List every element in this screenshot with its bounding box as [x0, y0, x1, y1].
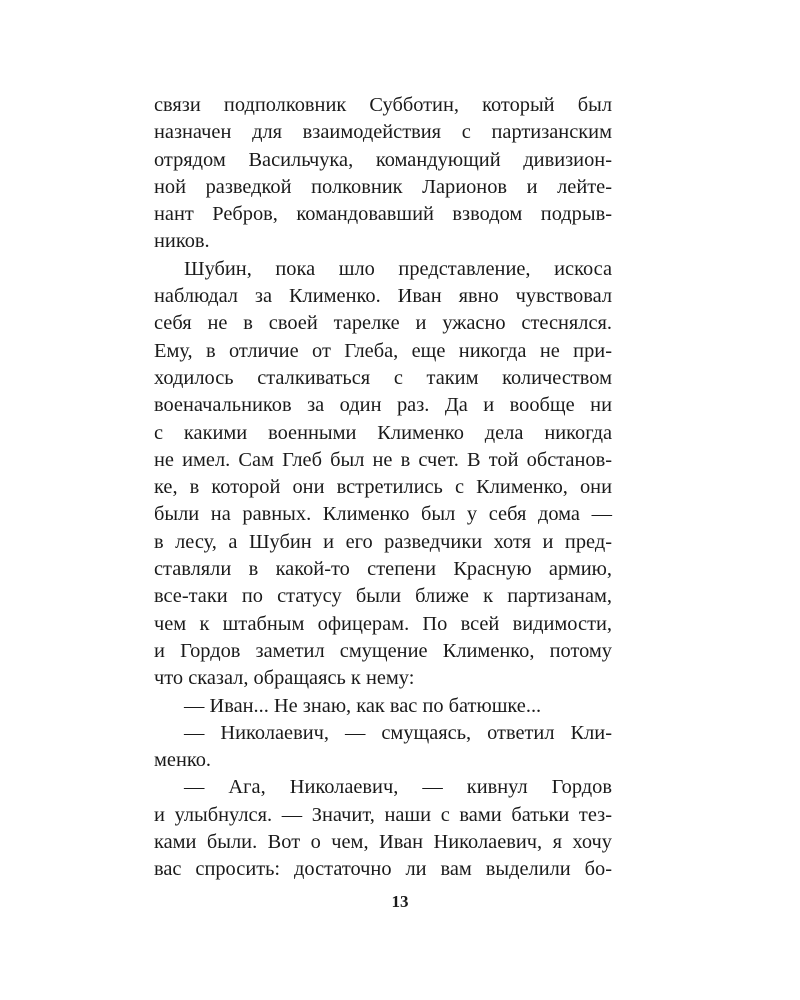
- text-line: ставляли в какой-то степени Красную армию,: [154, 558, 612, 581]
- text-line: — Иван... Не знаю, как вас по батюшке...: [184, 694, 542, 717]
- text-line: ной разведкой полковник Ларионов и лейте-: [154, 175, 612, 198]
- text-line: назначен для взаимодействия с партизанским: [154, 121, 612, 144]
- text-line: и улыбнулся. — Значит, наши с вами батьки тез-: [154, 803, 612, 826]
- text-line: менко.: [154, 749, 212, 772]
- text-line: отрядом Васильчука, командующий дивизион-: [154, 148, 612, 171]
- text-line: — Ага, Николаевич, — кивнул Гордов: [184, 776, 612, 799]
- text-line: в лесу, а Шубин и его разведчики хотя и пред-: [154, 530, 612, 553]
- text-line: что сказал, обращаясь к нему:: [154, 667, 415, 690]
- text-line: военачальников за один раз. Да и вообще ни: [154, 394, 612, 417]
- text-line: с какими военными Клименко дела никогда: [154, 421, 612, 444]
- text-line: нант Ребров, командовавший взводом подрыв-: [154, 203, 612, 226]
- page-text: [154, 92, 612, 884]
- page-number: 13: [391, 892, 409, 911]
- text-line: все-таки по статусу были ближе к партизанам,: [154, 585, 612, 608]
- text-line: были на равных. Клименко был у себя дома —: [154, 503, 612, 526]
- text-line: и Гордов заметил смущение Клименко, потому: [154, 639, 612, 662]
- text-line: Шубин, пока шло представление, искоса: [184, 257, 612, 280]
- text-line: наблюдал за Клименко. Иван явно чувствовал: [154, 285, 612, 308]
- text-line: связи подполковник Субботин, который был: [154, 94, 612, 116]
- text-line: ходилось сталкиваться с таким количеством: [154, 366, 612, 389]
- text-line: вас спросить: достаточно ли вам выделили бо-: [154, 858, 612, 881]
- text-line: не имел. Сам Глеб был не в счет. В той обстанов-: [154, 448, 612, 471]
- text-line: чем к штабным офицерам. По всей видимости,: [154, 612, 612, 635]
- text-line: себя не в своей тарелке и ужасно стеснялся.: [154, 312, 612, 335]
- text-line: ников.: [154, 230, 210, 253]
- text-line: ке, в которой они встретились с Клименко, они: [154, 476, 612, 499]
- text-line: Ему, в отличие от Глеба, еще никогда не при-: [154, 339, 612, 362]
- text-line: ками были. Вот о чем, Иван Николаевич, я хочу: [154, 831, 612, 854]
- text-line: — Николаевич, — смущаясь, ответил Кли-: [184, 721, 612, 744]
